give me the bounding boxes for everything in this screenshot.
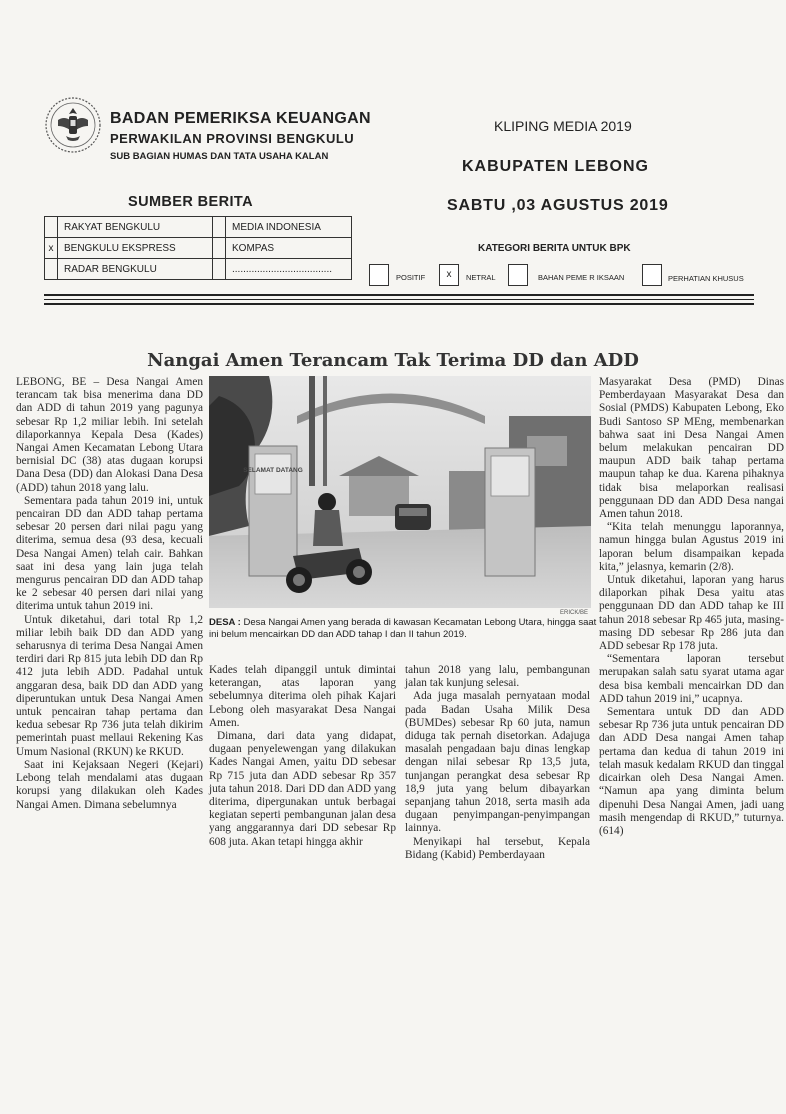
source-checkbox <box>45 217 58 238</box>
category-checkbox-netral: x <box>439 264 459 286</box>
category-label: BAHAN PEME R IKSAAN <box>538 273 625 282</box>
article-paragraph: Masyarakat Desa (PMD) Dinas Pemberdayaan Masyarakat Desa dan Sosial (PMDS) Kabupaten Lebong, Eko Budi Santoso SP MEng, membenarkan bahwa saat ini Desa Nangai Amen belum melakukan pencairan DD maupun ADD baik tahap pertama maupun tahap ke dua. Karena pihaknya tidak bisa melaporkan realisasi penggunaan DD dan ADD Desa nangai Amen tahun 2018. <box>599 376 784 521</box>
date-title: SABTU ,03 AGUSTUS 2019 <box>447 197 669 214</box>
article-paragraph: LEBONG, BE – Desa Nangai Amen terancam tak bisa menerima dana DD dan ADD di tahun 2019 yang pagunya sebesar Rp 1,2 miliar lebih. Ini setelah dilaporkannya Kepala Desa (Kades) Nangai Amen Kecamatan Lebong Utara bernisial DC (38) atas dugaan korupsi Dana Desa (DD) dan Alokasi Dana Desa (ADD) tahun 2018 yang lalu. <box>16 376 203 494</box>
article-paragraph: Ada juga masalah pernyataan modal pada Badan Usaha Milik Desa (BUMDes) sebesar Rp 60 juta, namun diduga tak pernah disetorkan. Adajuga masalah pengadaan baju dinas lengkap dengan nilai sebesar Rp 13,5 juta, tunjangan perangkat desa sebesar Rp 18,9 juta yang belum dibayarkan sepanjang tahun 2018, serta masih ada dugaan penyimpangan-penyimpangan lainnya. <box>405 690 590 835</box>
source-table <box>44 216 352 280</box>
category-checkbox-bahan <box>508 264 528 286</box>
article-paragraph: Menyikapi hal tersebut, Kepala Bidang (Kabid) Pemberdayaan <box>405 835 590 861</box>
gate-sign-text: SELAMAT DATANG <box>243 467 303 474</box>
category-title: KATEGORI BERITA UNTUK BPK <box>478 243 631 254</box>
article-paragraph: Sementara pada tahun 2019 ini, untuk pencairan DD dan ADD tahap pertama sebesar 20 persen dari nilai pagu yang diterima, semua desa (93 desa, kecuali Desa Nangai Amen) telah cair. Bahkan saat ini desa yang lain juga telah mengurus pencairan DD dan ADD tahap ke 2 sebesar 40 persen dari nilai yang diterima untuk tahun 2019 ini. <box>16 494 203 613</box>
article-column-2 <box>209 664 396 849</box>
table-row <box>45 259 352 280</box>
article-paragraph: “Kita telah menunggu laporannya, namun hingga bulan Agustus 2019 ini laporan belum disampaikan kepada kita,” jelasnya, kemarin (2/8). <box>599 521 784 573</box>
source-name: BENGKULU EKSPRESS <box>58 238 213 259</box>
kliping-title: KLIPING MEDIA 2019 <box>494 118 632 134</box>
article-column-4 <box>599 376 784 838</box>
category-checkbox-positif <box>369 264 389 286</box>
article-paragraph: Untuk diketahui, dari total Rp 1,2 miliar lebih baik DD dan ADD yang seharusnya di terima Desa Nangai Amen terdiri dari Rp 815 juta lebih DD dan Rp 412 juta lebih ADD. Padahal untuk anggaran desa, baik DD dan ADD yang diperuntukan untuk Desa Nangai Amen untuk pencairan tahap pertama dan kedua sebesar Rp 736 juta telah dikirim pemerintah puast mellaui Rekening Kas Umum Nasional (RKUN) ke RKUD. <box>16 613 203 758</box>
article-paragraph: Kades telah dipanggil untuk dimintai keterangan, atas laporan yang sebelumnya diterima oleh pihak Kajari Lebong oleh masyarakat Desa Nangai Amen. <box>209 664 396 729</box>
source-checkbox <box>45 259 58 280</box>
article-paragraph: Sementara untuk DD dan ADD sebesar Rp 736 juta untuk pencairan DD dan ADD Desa nangai Amen tahap pertama dan kedua di tahun 2019 ini telah masuk kedalam RKUD dan tinggal dicairkan oleh Desa Nangai Amen. “Namun apa yang diminta belum dipenuhi Desa Nangai Amen, jadi uang masih mengendap di RKUD,” tuturnya. (614) <box>599 706 784 837</box>
kabupaten-title: KABUPATEN LEBONG <box>462 158 649 175</box>
article-paragraph: Untuk diketahui, laporan yang harus dilaporkan pihak Desa yaitu atas penggunaan DD dan ADD tahap ke III tahun 2018 sebesar Rp 465 juta, masing-masing DD sebesar Rp 286 juta dan ADD sebesar Rp 178 juta. <box>599 574 784 653</box>
garuda-emblem-icon <box>44 96 102 154</box>
source-checkbox <box>213 217 226 238</box>
header-divider <box>44 299 754 300</box>
caption-label: DESA : <box>209 617 241 628</box>
org-division: PERWAKILAN PROVINSI BENGKULU <box>110 131 355 146</box>
org-subdivision: SUB BAGIAN HUMAS DAN TATA USAHA KALAN <box>110 151 329 162</box>
header-divider <box>44 294 754 296</box>
photo-caption <box>209 617 599 641</box>
source-name: RADAR BENGKULU <box>58 259 213 280</box>
article-paragraph: Saat ini Kejaksaan Negeri (Kejari) Lebong telah mendalami atas dugaan korupsi yang dilakukan oleh Kades Nangai Amen. Dimana sebelumnya <box>16 758 203 811</box>
source-checkbox: x <box>45 238 58 259</box>
article-column-3 <box>405 664 590 862</box>
article-photo <box>209 376 591 608</box>
article-paragraph: “Sementara laporan tersebut merupakan salah satu syarat utama agar desa bisa kembali mencairkan DD dan ADD tahun 2019 ini,” ucapnya. <box>599 653 784 705</box>
category-label: PERHATIAN KHUSUS <box>668 274 744 283</box>
source-name: .................................... <box>226 259 352 280</box>
source-name: RAKYAT BENGKULU <box>58 217 213 238</box>
photo-credit: ERICK/BE <box>560 610 589 616</box>
table-row <box>45 217 352 238</box>
source-name: MEDIA INDONESIA <box>226 217 352 238</box>
category-label: NETRAL <box>466 273 496 282</box>
source-title: SUMBER BERITA <box>128 194 253 210</box>
caption-text: Desa Nangai Amen yang berada di kawasan Kecamatan Lebong Utara, hingga saat ini belum mencairkan DD dan ADD tahap I dan II tahun 2019. <box>209 617 597 640</box>
table-row <box>45 238 352 259</box>
article-headline: Nangai Amen Terancam Tak Terima DD dan ADD <box>147 350 639 371</box>
source-name: KOMPAS <box>226 238 352 259</box>
article-paragraph: Dimana, dari data yang didapat, dugaan penyelewengan yang dilakukan Kades Nangai Amen, yaitu DD sebesar Rp 715 juta dan ADD sebesar Rp 357 juta tahun 2018. Dari DD dan ADD yang diterima, dipergunakan untuk berbagai kegiatan seperti pembangunan jalan desa yang anggarannya dari DD sebesar Rp 608 juta. Akan tetapi hingga akhir <box>209 730 396 848</box>
header-divider <box>44 303 754 305</box>
source-checkbox <box>213 238 226 259</box>
category-checkbox-khusus <box>642 264 662 286</box>
source-checkbox <box>213 259 226 280</box>
article-paragraph: tahun 2018 yang lalu, pembangunan jalan tak kunjung selesai. <box>405 664 590 690</box>
org-name: BADAN PEMERIKSA KEUANGAN <box>110 110 371 127</box>
category-label: POSITIF <box>396 273 426 282</box>
article-column-1 <box>16 376 203 812</box>
